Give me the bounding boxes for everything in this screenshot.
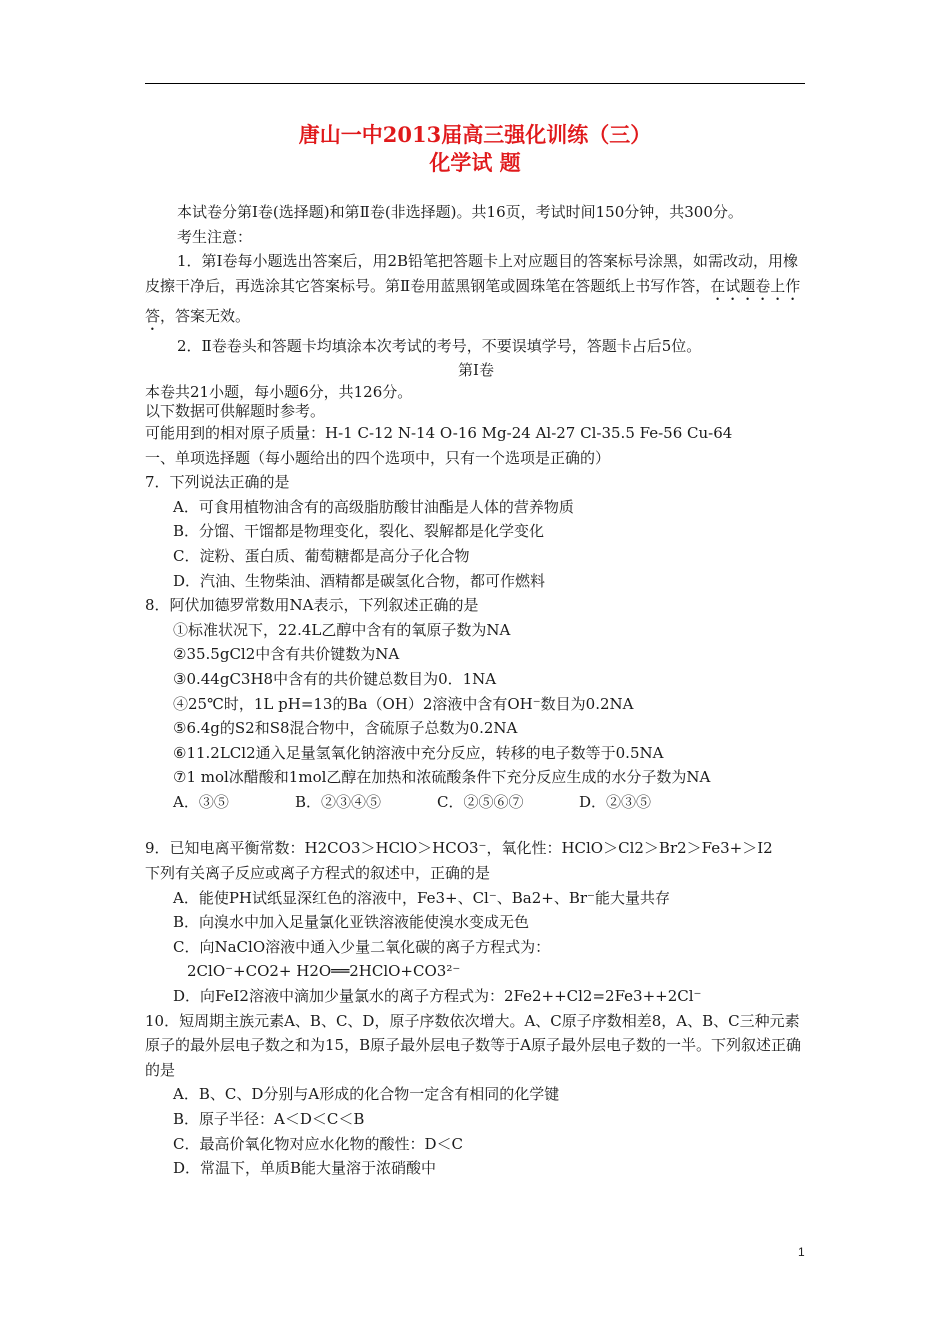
q9-stem-1: 9．已知电离平衡常数：H2CO3＞HClO＞HCO3⁻，氧化性：HClO＞Cl2＞Br2＞Fe3+＞I2 xyxy=(145,839,773,858)
intro-line: 本试卷分第Ⅰ卷(选择题)和第Ⅱ卷(非选择题)。共16页，考试时间150分钟，共300分。 xyxy=(177,203,743,221)
q8-statement-4: ④25℃时，1L pH=13的Ba（OH）2溶液中含有OH⁻数目为0.2NA xyxy=(173,694,634,713)
spacer xyxy=(145,814,807,836)
q8-option-b: B．②③④⑤ xyxy=(295,792,382,811)
q7-option-a: A．可食用植物油含有的高级脂肪酸甘油酯是人体的营养物质 xyxy=(173,497,574,516)
exam-body xyxy=(145,200,807,1181)
q9-option-a: A．能使PH试纸显深红色的溶液中，Fe3+、Cl⁻、Ba2+、Br⁻能大量共存 xyxy=(173,888,670,907)
q8-statement-6: ⑥11.2LCl2通入足量氢氧化钠溶液中充分反应，转移的电子数等于0.5NA xyxy=(173,743,664,762)
note-1: 1．第Ⅰ卷每小题选出答案后，用2B铅笔把答题卡上对应题目的答案标号涂黑，如需改动，用橡皮擦干净后，再选涂其它答案标号。第Ⅱ卷用蓝黑钢笔或圆珠笔在答题纸上书写作答，在试题卷上作答，答案无效。 xyxy=(145,252,801,325)
q8-option-a: A．③⑤ xyxy=(173,792,229,811)
q7-option-d: D．汽油、生物柴油、酒精都是碳氢化合物，都可作燃料 xyxy=(173,571,546,590)
q8-statement-3: ③0.44gC3H8中含有的共价键总数目为0．1NA xyxy=(173,669,497,688)
page-subtitle: 化学试 题 xyxy=(429,150,521,175)
part1-line2: 以下数据可供解题时参考。 xyxy=(145,401,326,420)
q10-option-a: A．B、C、D分别与A形成的化合物一定含有相同的化学键 xyxy=(173,1085,560,1104)
q7-stem: 7．下列说法正确的是 xyxy=(145,473,290,492)
q9-option-d: D．向FeI2溶液中滴加少量氯水的离子方程式为：2Fe2++Cl2=2Fe3++2Cl⁻ xyxy=(173,987,702,1006)
note-2: 2．Ⅱ卷卷头和答题卡均填涂本次考试的考号，不要误填学号，答题卡占后5位。 xyxy=(177,336,702,355)
q9-option-b: B．向溴水中加入足量氯化亚铁溶液能使溴水变成无色 xyxy=(173,913,530,932)
part1-line1: 本卷共21小题，每小题6分，共126分。 xyxy=(145,382,413,401)
q8-options xyxy=(145,790,807,815)
q10-stem: 10．短周期主族元素A、B、C、D，原子序数依次增大。A、C原子序数相差8，A、B、C三种元素原子的最外层电子数之和为15，B原子最外层电子数等于A原子最外层电子数的一半。下列叙述正确的是 xyxy=(145,1011,801,1079)
q9-equation: 2ClO⁻+CO2+ H2O══2HClO+CO3²⁻ xyxy=(187,962,461,981)
q10-option-d: D．常温下，单质B能大量溶于浓硝酸中 xyxy=(173,1159,437,1178)
q8-statement-1: ①标准状况下，22.4L乙醇中含有的氧原子数为NA xyxy=(173,620,511,639)
q8-stem: 8．阿伏加德罗常数用NA表示，下列叙述正确的是 xyxy=(145,596,479,615)
q10-option-b: B．原子半径：A＜D＜C＜B xyxy=(173,1110,365,1128)
q8-statement-5: ⑤6.4g的S2和S8混合物中，含硫原子总数为0.2NA xyxy=(173,719,518,738)
q10-option-c: C．最高价氧化物对应水化物的酸性：D＜C xyxy=(173,1134,463,1153)
section-heading: 一、单项选择题（每小题给出的四个选项中，只有一个选项是正确的） xyxy=(145,448,611,467)
q8-statement-2: ②35.5gCl2中含有共价键数为NA xyxy=(173,645,400,664)
q8-option-c: C．②⑤⑥⑦ xyxy=(437,792,524,811)
part1-heading: 第Ⅰ卷 xyxy=(458,361,494,380)
q9-option-c: C．向NaClO溶液中通入少量二氧化碳的离子方程式为： xyxy=(173,937,551,956)
page-number: 1 xyxy=(798,1245,805,1259)
q8-option-d: D．②③⑤ xyxy=(579,792,652,811)
q8-statement-7: ⑦1 mol冰醋酸和1mol乙醇在加热和浓硫酸条件下充分反应生成的水分子数为NA xyxy=(173,768,711,787)
q7-option-c: C．淀粉、蛋白质、葡萄糖都是高分子化合物 xyxy=(173,546,470,565)
part1-line3: 可能用到的相对原子质量：H-1 C-12 N-14 O-16 Mg-24 Al-27 Cl-35.5 Fe-56 Cu-64 xyxy=(145,423,733,442)
header-rule xyxy=(145,83,805,84)
page-title: 唐山一中2013届高三强化训练（三） xyxy=(298,122,652,147)
q9-stem-2: 下列有关离子反应或离子方程式的叙述中，正确的是 xyxy=(145,864,491,883)
q7-option-b: B．分馏、干馏都是物理变化，裂化、裂解都是化学变化 xyxy=(173,522,545,541)
notice-label: 考生注意： xyxy=(177,227,253,246)
